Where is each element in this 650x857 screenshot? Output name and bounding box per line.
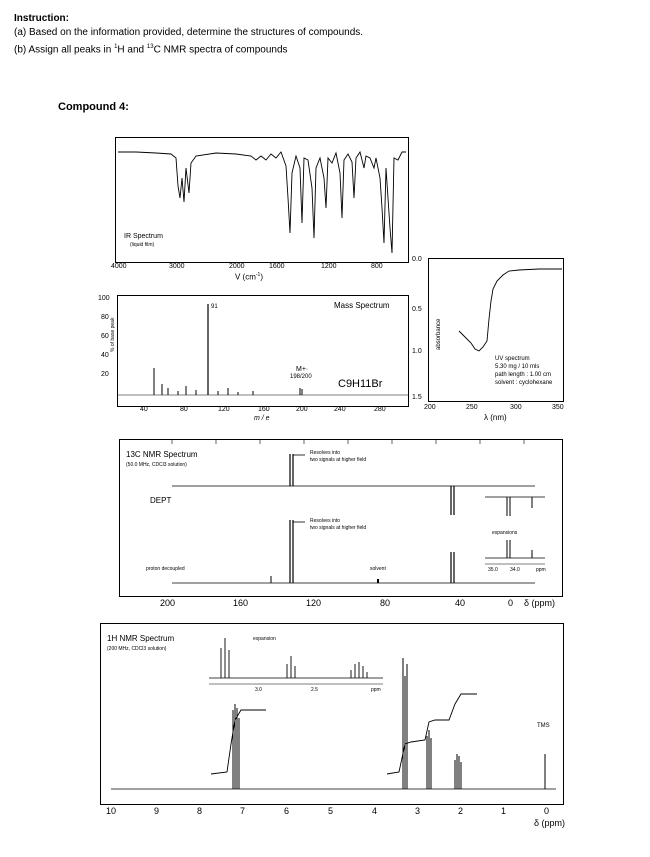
uv-trace bbox=[459, 269, 562, 351]
c13-xtick-2: 120 bbox=[306, 598, 322, 608]
c13-title: 13C NMR Spectrum bbox=[126, 450, 198, 459]
mass-mol-ion: M+· bbox=[296, 366, 309, 373]
c13-xtick-1: 160 bbox=[233, 598, 249, 608]
uv-ytick-1: 0.5 bbox=[412, 306, 422, 313]
c13-resolves-1-a: Resolves into bbox=[310, 450, 341, 456]
uv-info-2: path length : 1.00 cm bbox=[495, 372, 552, 378]
h1-expansion-label: expansion bbox=[253, 636, 276, 642]
c13-resolves-2-a: Resolves into bbox=[310, 518, 341, 524]
mass-xtick-3: 160 bbox=[258, 406, 270, 413]
c13-exp-tick-1: 34.0 bbox=[510, 567, 520, 573]
mass-xtick-6: 280 bbox=[374, 406, 386, 413]
mass-formula: C9H11Br bbox=[338, 378, 383, 390]
mass-ytick-2: 60 bbox=[101, 333, 109, 340]
instruction-b-post: C NMR spectra of compounds bbox=[153, 44, 288, 56]
ir-spectrum-plot bbox=[116, 138, 408, 262]
uv-xtick-2: 300 bbox=[510, 404, 522, 411]
h1-x-axis bbox=[106, 806, 586, 836]
h1-aliphatic-peaks bbox=[403, 658, 545, 789]
instruction-block bbox=[14, 12, 614, 57]
c13-solvent-label: solvent bbox=[370, 566, 386, 572]
h1-xtick-8: 2 bbox=[458, 806, 464, 816]
uv-xtick-0: 200 bbox=[424, 404, 436, 411]
uv-info-3: solvent : cyclohexane bbox=[495, 380, 553, 386]
c13-subtitle: (50.0 MHz, CDCl3 solution) bbox=[126, 462, 187, 468]
h1-nmr-plot bbox=[101, 624, 563, 804]
ir-tick-0: 4000 bbox=[111, 263, 127, 270]
mass-xtick-4: 200 bbox=[296, 406, 308, 413]
h1-xtick-2: 8 bbox=[197, 806, 203, 816]
h1-xtick-4: 6 bbox=[284, 806, 290, 816]
ir-axis bbox=[111, 263, 411, 283]
instruction-b-sup1: 1 bbox=[114, 44, 118, 50]
c13-resolves-1-b: two signals at higher field bbox=[310, 457, 367, 463]
h1-aromatic-peaks bbox=[233, 704, 239, 789]
mass-ytick-3: 40 bbox=[101, 352, 109, 359]
mass-spectrum-panel bbox=[117, 295, 409, 407]
c13-xunit: δ (ppm) bbox=[524, 598, 556, 608]
ir-tick-2: 2000 bbox=[229, 263, 245, 270]
ir-subtitle: (liquid film) bbox=[130, 242, 155, 248]
mass-mol-ion-mass: 198/200 bbox=[290, 374, 312, 380]
uv-ytick-0: 0.0 bbox=[412, 256, 422, 263]
uv-spectrum-panel bbox=[428, 258, 564, 402]
c13-proton-decoupled: proton decoupled bbox=[146, 566, 185, 572]
mass-xtick-1: 80 bbox=[180, 406, 188, 413]
instruction-b-pre: (b) Assign all peaks in bbox=[14, 44, 115, 56]
c13-xtick-0: 200 bbox=[160, 598, 176, 608]
h1-exp-tick-1: 2.5 bbox=[311, 687, 318, 693]
uv-ylabel: absorbance bbox=[436, 318, 442, 350]
h1-xtick-10: 0 bbox=[544, 806, 550, 816]
instruction-b-sup2: 13 bbox=[146, 44, 154, 50]
uv-ytick-3: 1.5 bbox=[412, 394, 422, 401]
h1-xtick-3: 7 bbox=[240, 806, 246, 816]
h1-xunit: δ (ppm) bbox=[534, 818, 566, 828]
c13-x-axis bbox=[160, 598, 580, 612]
c13-xtick-4: 40 bbox=[455, 598, 466, 608]
c13-expansions-label: expansions bbox=[492, 530, 518, 536]
h1-xtick-5: 5 bbox=[328, 806, 334, 816]
h1-exp-tick-0: 3.0 bbox=[255, 687, 262, 693]
h1-subtitle: (200 MHz, CDCl3 solution) bbox=[107, 646, 167, 652]
c13-resolves-2-b: two signals at higher field bbox=[310, 525, 367, 531]
mass-xtick-5: 240 bbox=[334, 406, 346, 413]
uv-info-0: UV spectrum bbox=[495, 356, 530, 362]
c13-top-ticks bbox=[172, 440, 524, 444]
uv-x-axis bbox=[424, 404, 574, 426]
ir-tick-4: 1200 bbox=[321, 263, 337, 270]
c13-exp-tick-0: 35.0 bbox=[488, 567, 498, 573]
ir-axis-label-sup: -1 bbox=[255, 272, 261, 278]
c13-xtick-3: 80 bbox=[380, 598, 391, 608]
mass-xtick-0: 40 bbox=[140, 406, 148, 413]
uv-xtick-1: 250 bbox=[466, 404, 478, 411]
ir-tick-5: 800 bbox=[371, 263, 383, 270]
ir-spectrum-panel bbox=[115, 137, 409, 263]
mass-title: Mass Spectrum bbox=[334, 301, 390, 310]
c13-resolves-1 bbox=[310, 450, 366, 464]
c13-nmr-panel bbox=[119, 439, 563, 597]
h1-xtick-6: 4 bbox=[372, 806, 378, 816]
ir-axis-label-end: ) bbox=[260, 272, 264, 282]
h1-xtick-1: 9 bbox=[154, 806, 160, 816]
mass-peak-label: 91 bbox=[211, 304, 218, 310]
ir-tick-3: 1600 bbox=[269, 263, 285, 270]
mass-xtick-2: 120 bbox=[218, 406, 230, 413]
mass-ytick-4: 20 bbox=[101, 371, 109, 378]
c13-exp-tick-2: ppm bbox=[536, 567, 546, 573]
h1-title: 1H NMR Spectrum bbox=[107, 634, 175, 643]
h1-integral-aliphatic bbox=[387, 694, 477, 774]
h1-xtick-0: 10 bbox=[106, 806, 117, 816]
c13-dept-label: DEPT bbox=[150, 496, 172, 505]
mass-x-axis bbox=[140, 406, 400, 428]
ir-axis-label-text: V (cm bbox=[235, 272, 256, 282]
ir-tick-1: 3000 bbox=[169, 263, 185, 270]
instruction-line-b bbox=[14, 40, 614, 57]
uv-info-1: 5.30 mg / 10 mls bbox=[495, 364, 540, 370]
h1-tms-label: TMS bbox=[537, 723, 550, 729]
mass-ytick-1: 80 bbox=[101, 314, 109, 321]
compound-label: Compound 4: bbox=[58, 101, 129, 113]
h1-xtick-9: 1 bbox=[501, 806, 507, 816]
h1-exp-peaks bbox=[221, 638, 367, 678]
h1-exp-tick-2: ppm bbox=[371, 687, 381, 693]
instruction-heading: Instruction: bbox=[14, 13, 69, 24]
ir-axis-label bbox=[235, 272, 263, 282]
ir-title: IR Spectrum bbox=[124, 233, 163, 240]
mass-ylabel: % of base peak bbox=[110, 317, 116, 352]
uv-ytick-2: 1.0 bbox=[412, 348, 422, 355]
uv-info bbox=[495, 355, 552, 387]
h1-xtick-7: 3 bbox=[415, 806, 421, 816]
uv-xlabel: λ (nm) bbox=[484, 413, 507, 422]
mass-ytick-0: 100 bbox=[98, 295, 110, 302]
instruction-line-a: (a) Based on the information provided, determine the structures of compounds. bbox=[14, 27, 364, 38]
h1-nmr-panel bbox=[100, 623, 564, 805]
c13-resolves-2 bbox=[310, 518, 366, 532]
instruction-b-mid: H and bbox=[117, 44, 147, 56]
uv-xtick-3: 350 bbox=[552, 404, 564, 411]
uv-y-axis bbox=[412, 256, 428, 406]
c13-xtick-5: 0 bbox=[508, 598, 514, 608]
mass-xlabel: m / e bbox=[254, 415, 270, 422]
